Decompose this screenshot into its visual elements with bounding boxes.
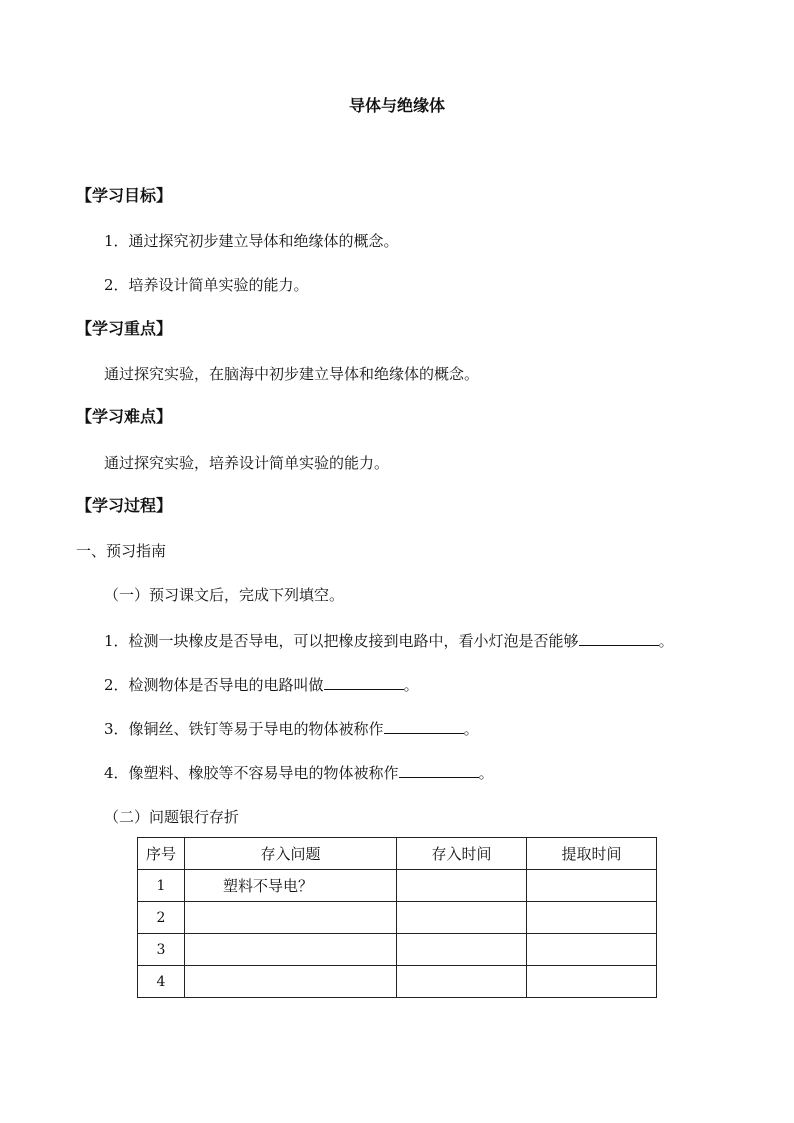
objective-item xyxy=(104,275,309,295)
answer-blank[interactable] xyxy=(384,719,464,734)
question-number: 1 xyxy=(104,632,114,650)
deposit-question-cell[interactable] xyxy=(185,966,397,998)
objective-number: 2 xyxy=(104,276,114,294)
objective-text: ．通过探究初步建立导体和绝缘体的概念。 xyxy=(113,232,399,250)
question-text: ．像塑料、橡胶等不容易导电的物体被称作 xyxy=(113,764,399,782)
process-heading: 【学习过程】 xyxy=(76,496,173,515)
deposit-question-cell[interactable] xyxy=(185,934,397,966)
objectives-heading: 【学习目标】 xyxy=(76,186,173,205)
objective-text: ．培养设计简单实验的能力。 xyxy=(113,276,309,294)
question-bank-heading: （二）问题银行存折 xyxy=(104,808,240,826)
question-text: ．检测物体是否导电的电路叫做 xyxy=(113,676,324,694)
header-deposit-time: 存入时间 xyxy=(397,838,527,870)
header-withdraw-time: 提取时间 xyxy=(527,838,657,870)
table-row xyxy=(138,870,657,902)
question-item xyxy=(104,631,674,651)
deposit-time-cell[interactable] xyxy=(397,934,527,966)
question-bank-table xyxy=(137,837,657,998)
row-number: 1 xyxy=(138,870,185,902)
question-text: ．检测一块橡皮是否导电，可以把橡皮接到电路中，看小灯泡是否能够 xyxy=(113,632,579,650)
question-text: ．像铜丝、铁钉等易于导电的物体被称作 xyxy=(113,720,384,738)
deposit-time-cell[interactable] xyxy=(397,966,527,998)
question-end: 。 xyxy=(478,764,494,782)
answer-blank[interactable] xyxy=(324,675,404,690)
deposit-time-cell[interactable] xyxy=(397,902,527,934)
withdraw-time-cell[interactable] xyxy=(527,902,657,934)
answer-blank[interactable] xyxy=(579,631,659,646)
row-number: 3 xyxy=(138,934,185,966)
table-row xyxy=(138,966,657,998)
deposit-question-cell[interactable]: 塑料不导电？ xyxy=(185,870,397,902)
table-header-row xyxy=(138,838,657,870)
preview-guide-heading: 一、预习指南 xyxy=(76,542,167,560)
question-end: 。 xyxy=(463,720,479,738)
table-row xyxy=(138,902,657,934)
key-points-heading: 【学习重点】 xyxy=(76,319,173,338)
question-number: 3 xyxy=(104,720,114,738)
answer-blank[interactable] xyxy=(399,763,479,778)
question-item xyxy=(104,763,494,783)
difficulties-text: 通过探究实验，培养设计简单实验的能力。 xyxy=(104,454,390,472)
question-item xyxy=(104,719,479,739)
difficulties-heading: 【学习难点】 xyxy=(76,407,173,426)
table-row xyxy=(138,934,657,966)
withdraw-time-cell[interactable] xyxy=(527,934,657,966)
header-question: 存入问题 xyxy=(185,838,397,870)
withdraw-time-cell[interactable] xyxy=(527,870,657,902)
objective-item xyxy=(104,231,399,251)
page-title: 导体与绝缘体 xyxy=(348,96,445,115)
question-number: 4 xyxy=(104,764,114,782)
question-number: 2 xyxy=(104,676,114,694)
fill-in-instructions: （一）预习课文后，完成下列填空。 xyxy=(104,586,345,604)
key-points-text: 通过探究实验，在脑海中初步建立导体和绝缘体的概念。 xyxy=(104,365,480,383)
question-item xyxy=(104,675,419,695)
deposit-question-cell[interactable] xyxy=(185,902,397,934)
question-end: 。 xyxy=(403,676,419,694)
row-number: 2 xyxy=(138,902,185,934)
objective-number: 1 xyxy=(104,232,114,250)
withdraw-time-cell[interactable] xyxy=(527,966,657,998)
deposit-time-cell[interactable] xyxy=(397,870,527,902)
header-number: 序号 xyxy=(138,838,185,870)
question-end: 。 xyxy=(658,632,674,650)
row-number: 4 xyxy=(138,966,185,998)
